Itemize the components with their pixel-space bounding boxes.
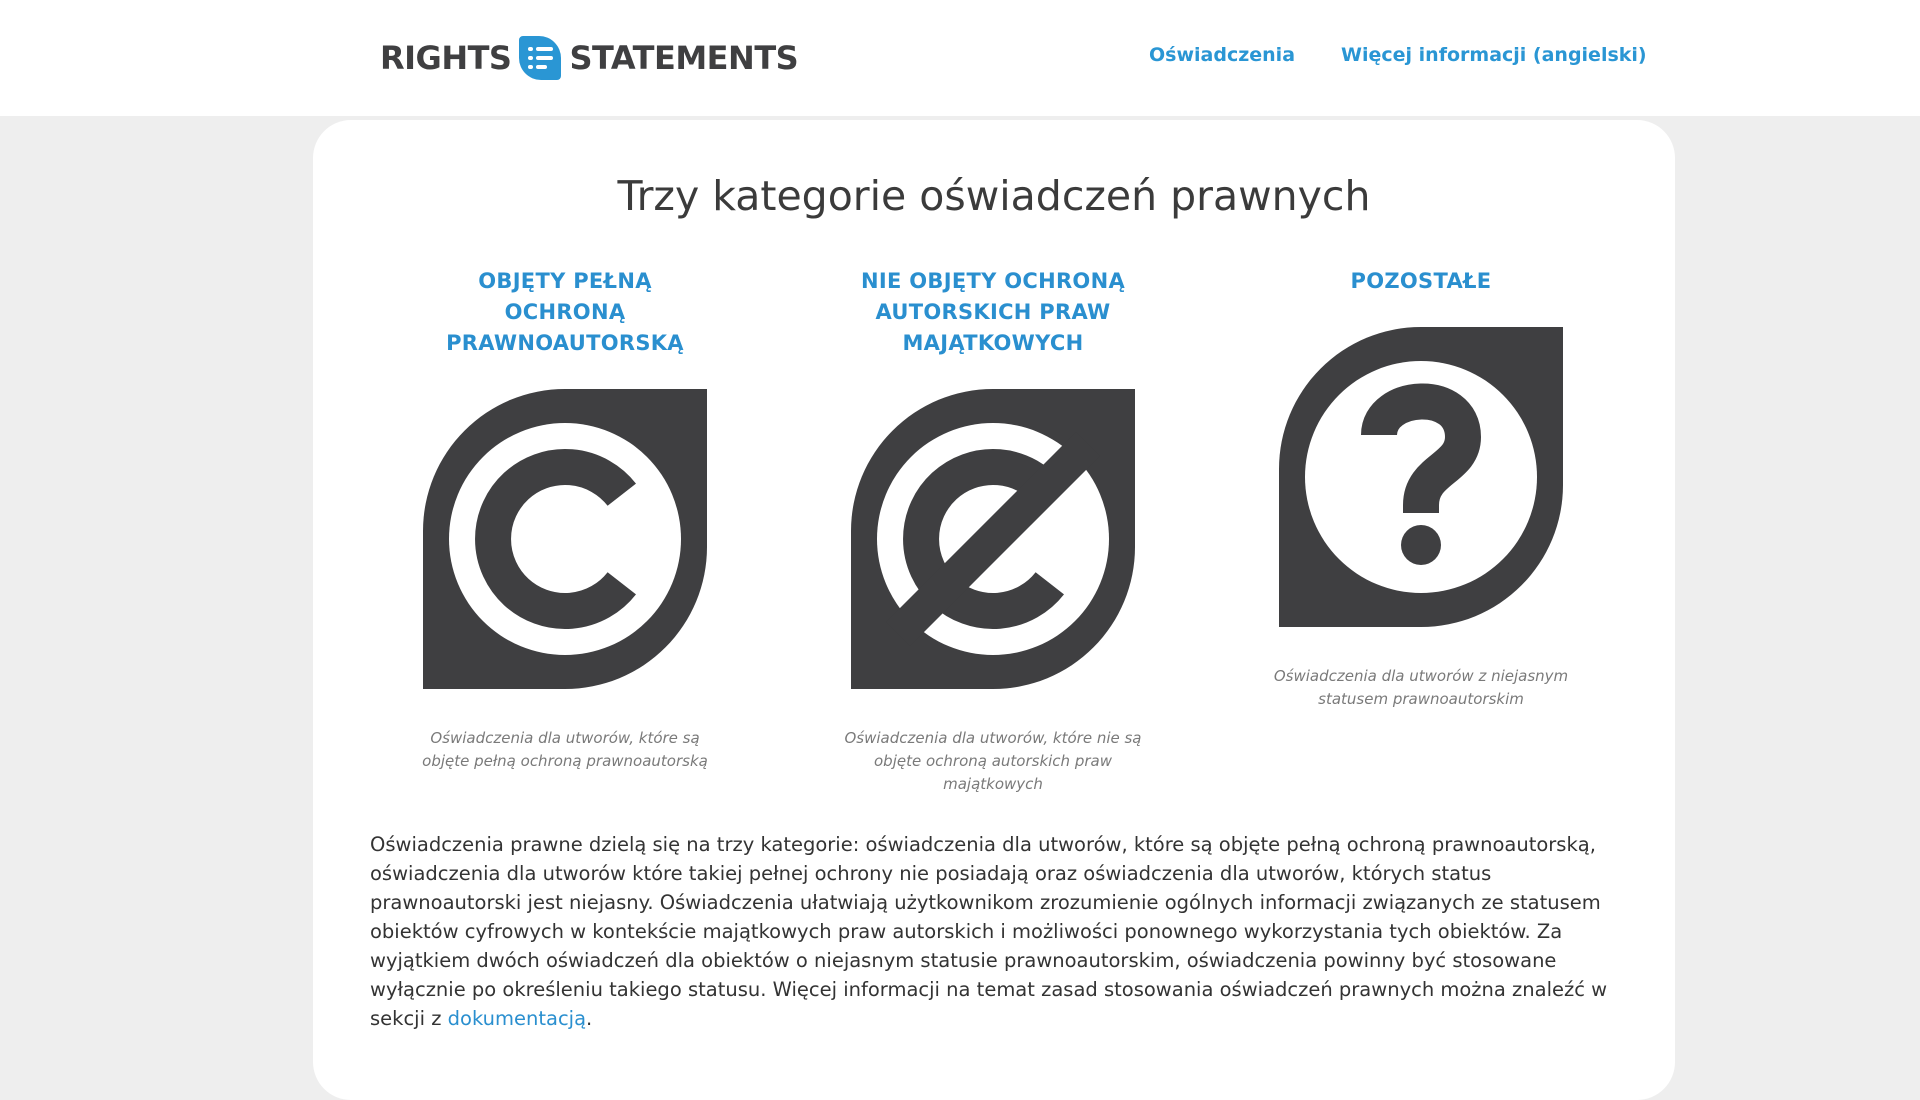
rights-statements-logo[interactable] [380,34,798,82]
site-header [0,0,1920,116]
category-heading[interactable]: POZOSTAŁE [1350,269,1492,293]
nav-link-more-info[interactable]: Więcej informacji (angielski) [1341,44,1647,66]
main-nav [1149,44,1693,66]
intro-paragraph [370,830,1620,1033]
category-heading[interactable]: NIE OBJĘTY OCHRONĄ AUTORSKICH PRAW MAJĄTKOWYCH [861,269,1125,355]
page-title: Trzy kategorie oświadczeń prawnych [617,172,1371,220]
category-no-copyright[interactable] [783,266,1203,796]
category-in-copyright[interactable] [355,266,775,773]
intro-text: Oświadczenia prawne dzielą się na trzy kategorie: oświadczenia dla utworów, które są objęte pełną ochroną prawnoautorską, oświadczenia dla utworów które takiej pełnej ochrony nie posiadają oraz oświadczenia dla utworów, których status prawnoautorski jest niejasny. Oświadczenia ułatwiają użytkownikom zrozumienie ogólnych informacji związanych ze statusem obiektów cyfrowych w kontekście majątkowych praw autorskich i możliwości ponownego wykorzystania tych obiektów. Za wyjątkiem dwóch oświadczeń dla obiektów o niejasnym statusie prawnoautorskim, oświadczenia powinny być stosowane wyłącznie po określeniu takiego statusu. Więcej informacji na temat zasad stosowania oświadczeń prawnych można znaleźć w sekcji z [370,833,1608,1030]
documentation-link[interactable]: dokumentacją [447,1007,587,1030]
logo-text-statements: STATEMENTS [569,39,799,77]
logo-badge-icon [519,36,561,80]
question-icon[interactable] [1279,327,1563,627]
no-copyright-icon[interactable] [851,389,1135,689]
category-other[interactable] [1211,266,1631,711]
intro-end: . [586,1007,593,1030]
category-description: Oświadczenia dla utworów, które są objęte pełną ochroną prawnoautorską [422,729,708,770]
content-card [313,120,1675,1100]
category-description: Oświadczenia dla utworów z niejasnym statusem prawnoautorskim [1273,667,1569,708]
copyright-icon[interactable] [423,389,707,689]
category-heading[interactable]: OBJĘTY PEŁNĄ OCHRONĄ PRAWNOAUTORSKĄ [446,269,684,355]
category-description: Oświadczenia dla utworów, które nie są objęte ochroną autorskich praw majątkowych [844,729,1142,793]
nav-link-statements[interactable]: Oświadczenia [1149,44,1296,66]
logo-text-rights: RIGHTS [380,39,512,77]
